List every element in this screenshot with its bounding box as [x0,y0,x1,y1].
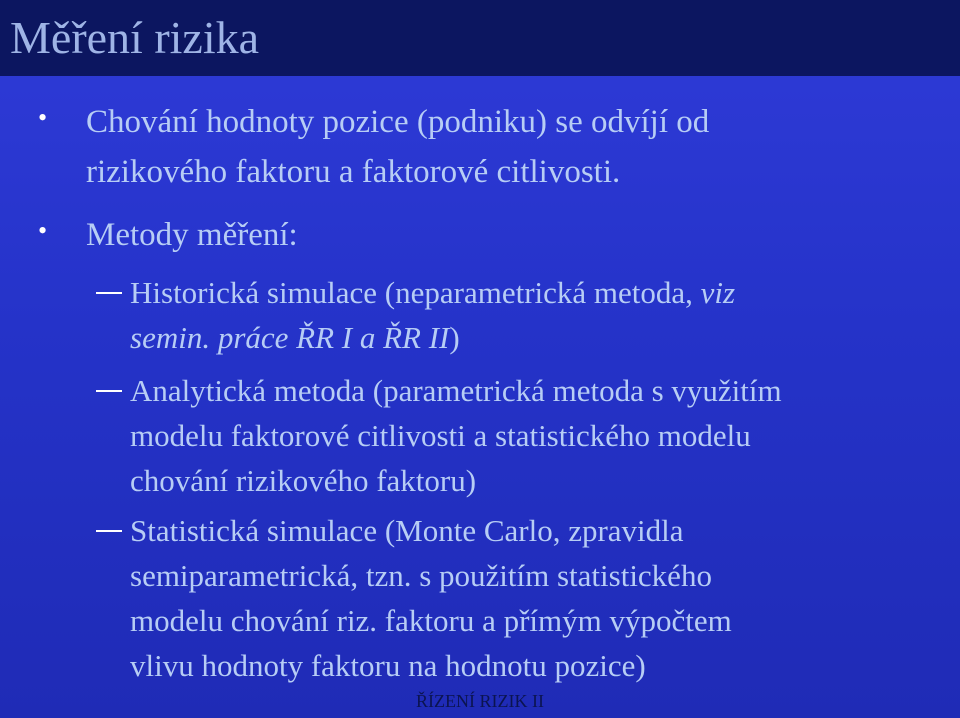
title-bar [0,0,960,76]
dash-marker [96,530,122,532]
sub-item-2-line-3: chování rizikového faktoru) [130,463,477,498]
sub-item-2-line-2: modelu faktorové citlivosti a statistického modelu [130,418,751,453]
sub-item-3 [130,508,732,688]
bullet-dot: • [38,103,48,132]
sub-item-1-reference: semin. práce ŘR I a ŘR II [130,320,450,355]
bullet-dot: • [38,216,48,245]
sub-item-2-line-1: Analytická metoda (parametrická metoda s využitím [130,373,782,408]
bullet-item-2 [86,210,298,260]
bullet-item-1 [86,97,709,197]
bullet-item-2-line-1: Metody měření: [86,217,298,253]
sub-item-3-line-3: modelu chování riz. faktoru a přímým výpočtem [130,603,732,638]
dash-marker [96,292,122,294]
sub-item-3-line-4: vlivu hodnoty faktoru na hodnotu pozice) [130,648,646,683]
slide-title: Měření rizika [10,12,260,63]
sub-item-2 [130,368,782,503]
sub-item-1-line-2 [130,315,735,360]
slide-footer: ŘÍZENÍ RIZIK II [416,691,544,711]
sub-item-1 [130,270,735,360]
sub-item-3-line-1: Statistická simulace (Monte Carlo, zpravidla [130,513,684,548]
sub-item-1-line-1 [130,270,735,315]
sub-item-1-text: Historická simulace (neparametrická metoda, [130,275,701,310]
sub-item-3-line-2: semiparametrická, tzn. s použitím statistického [130,558,712,593]
dash-marker [96,390,122,392]
sub-item-1-close-paren: ) [449,320,460,355]
bullet-item-1-line-1: Chování hodnoty pozice (podniku) se odvíjí od [86,104,710,140]
bullet-item-1-line-2: rizikového faktoru a faktorové citlivosti. [86,154,621,190]
sub-item-1-italic: viz [700,275,736,310]
